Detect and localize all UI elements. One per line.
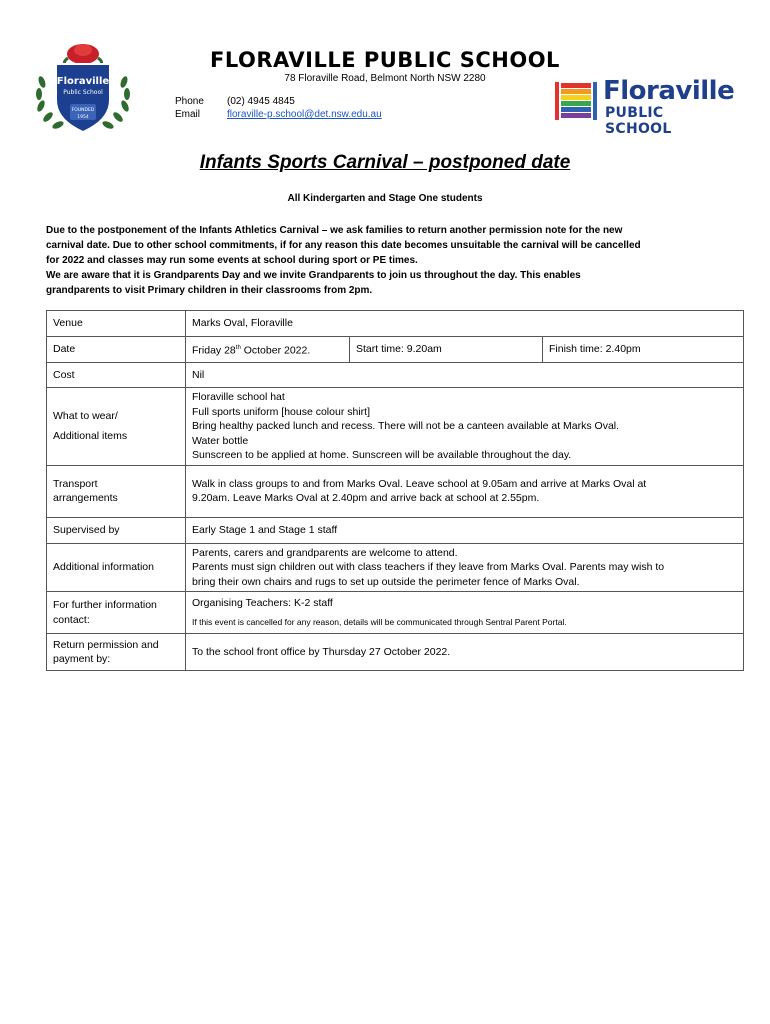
further-line: Organising Teachers: K-2 staff: [192, 597, 333, 609]
cost-value: Nil: [186, 363, 744, 388]
phone-label: Phone: [175, 96, 204, 107]
further-label-line: For further information: [53, 599, 157, 611]
transport-value: [186, 465, 744, 517]
wear-item: Bring healthy packed lunch and recess. There will not be a canteen available at Marks Oval.: [192, 420, 620, 432]
email-link[interactable]: floraville-p.school@det.nsw.edu.au: [227, 109, 382, 120]
intro-line: Due to the postponement of the Infants Athletics Carnival – we ask families to return another permission note for the new: [46, 225, 623, 236]
additional-value: [186, 543, 744, 592]
further-value: [186, 592, 744, 634]
crest-name-line2: Public School: [63, 89, 103, 96]
intro-line: We are aware that it is Grandparents Day and we invite Grandparents to join us throughout the day. This enables: [46, 270, 581, 281]
intro-line: carnival date. Due to other school commitments, if for any reason this date becomes unsuitable the carnival will be cancelled: [46, 240, 641, 251]
supervised-value: Early Stage 1 and Stage 1 staff: [186, 517, 744, 543]
crest-year: 1954: [77, 115, 89, 120]
return-value: To the school front office by Thursday 27 October 2022.: [186, 634, 744, 671]
date-day: Friday 28: [192, 344, 236, 357]
logo-word-floraville: Floraville: [603, 76, 735, 106]
additional-line: bring their own chairs and rugs to set up outside the perimeter fence of Marks Oval.: [192, 575, 580, 588]
crest-founded-label: FOUNDED: [71, 108, 95, 113]
wear-item: Sunscreen to be applied at home. Sunscreen will be available throughout the day.: [192, 449, 572, 461]
carnival-details-table: [46, 310, 744, 671]
transport-label-line: arrangements: [53, 492, 118, 504]
transport-line: Walk in class groups to and from Marks Oval. Leave school at 9.05am and arrive at Marks Oval at: [192, 477, 647, 490]
cost-label: Cost: [47, 363, 186, 388]
additional-label: Additional information: [47, 543, 186, 592]
table-row-additional: [47, 543, 744, 592]
school-address: 78 Floraville Road, Belmont North NSW 2280: [284, 73, 486, 84]
venue-value: Marks Oval, Floraville: [186, 311, 744, 337]
transport-line: 9.20am. Leave Marks Oval at 2.40pm and arrive back at school at 2.55pm.: [192, 492, 540, 504]
wear-item: Full sports uniform [house colour shirt]: [192, 405, 370, 418]
school-name: FLORAVILLE PUBLIC SCHOOL: [210, 48, 560, 72]
transport-label-line: Transport: [53, 477, 98, 490]
table-row-what-to-wear: [47, 388, 744, 466]
floraville-wordmark-logo: [553, 76, 735, 137]
school-crest-logo: [32, 42, 134, 136]
document-title: [0, 152, 770, 174]
venue-label: Venue: [47, 311, 186, 337]
books-icon: [553, 78, 599, 124]
wear-label-line: What to wear/: [53, 410, 118, 423]
intro-paragraph: [46, 223, 726, 298]
table-row-cost: [47, 363, 744, 388]
email-label: Email: [175, 109, 201, 120]
intro-line: grandparents to visit Primary children in their classrooms from 2pm.: [46, 285, 373, 296]
return-label-line: Return permission and: [53, 638, 159, 651]
additional-line: Parents must sign children out with class teachers if they leave from Marks Oval. Parents may wish to: [192, 561, 665, 573]
audience-subtitle: All Kindergarten and Stage One students: [287, 193, 483, 204]
wear-label: [47, 388, 186, 466]
date-label: Date: [47, 337, 186, 363]
further-note: If this event is cancelled for any reason, details will be communicated through Sentral Parent Portal.: [192, 616, 567, 627]
transport-label: [47, 465, 186, 517]
intro-line: for 2022 and classes may run some events at school during sport or PE times.: [46, 255, 418, 266]
wear-item: Floraville school hat: [192, 391, 285, 403]
table-row-supervised: [47, 517, 744, 543]
contact-block: [175, 95, 382, 121]
start-time: Start time: 9.20am: [350, 337, 543, 363]
table-row-date: [47, 337, 744, 363]
finish-time: Finish time: 2.40pm: [543, 337, 744, 363]
return-label: [47, 634, 186, 671]
table-row-venue: [47, 311, 744, 337]
date-rest: October 2022.: [240, 344, 311, 357]
wear-value: [186, 388, 744, 466]
logo-word-public-school: PUBLIC SCHOOL: [605, 105, 672, 137]
table-row-return: [47, 634, 744, 671]
date-value: [186, 337, 350, 363]
further-label: [47, 592, 186, 634]
return-label-line: payment by:: [53, 653, 111, 665]
document-title-text: Infants Sports Carnival – postponed date: [199, 152, 571, 173]
wear-label-line: Additional items: [53, 429, 128, 442]
additional-line: Parents, carers and grandparents are welcome to attend.: [192, 546, 458, 559]
further-label-line: contact:: [53, 613, 90, 626]
table-row-transport: [47, 465, 744, 517]
wear-item: Water bottle: [192, 434, 249, 447]
date-suffix: th: [235, 345, 241, 351]
crest-name-line1: Floraville: [56, 76, 110, 87]
supervised-label: Supervised by: [47, 517, 186, 543]
phone-number: (02) 4945 4845: [227, 96, 295, 107]
table-row-further-info: [47, 592, 744, 634]
